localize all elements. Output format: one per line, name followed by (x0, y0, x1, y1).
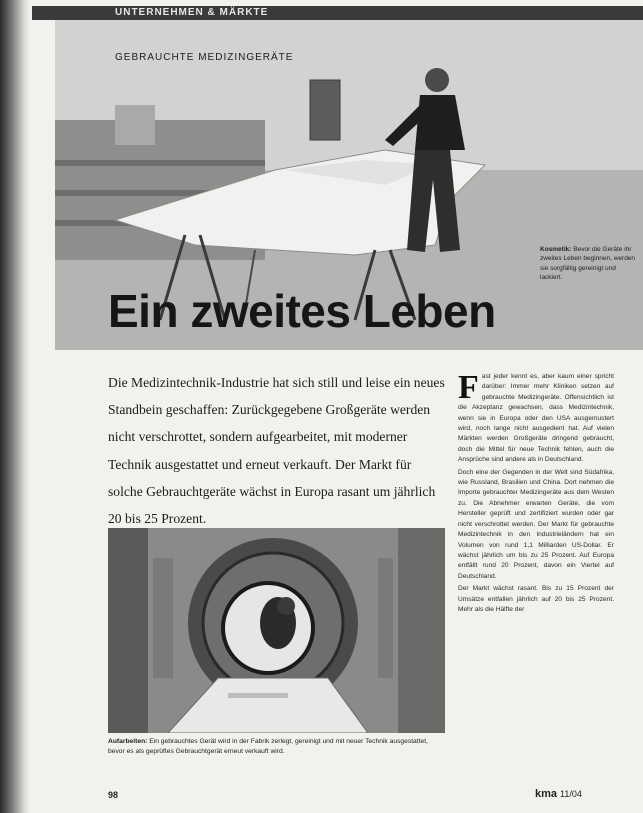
subsection-label: GEBRAUCHTE MEDIZINGERÄTE (115, 52, 294, 63)
body-paragraph: ast jeder kennt es, aber kaum einer spricht darüber: Immer mehr Kliniken setzen auf gebrauchte Medizingeräte. Offensichtlich ist die Akzeptanz gewachsen, dass Medizintechnik, wenn sie in Europa oder den USA ausgemustert wird, noch lange nicht ausgedient hat. Auf vielen Märkten werden Großgeräte dringend gebraucht, doch die Mittel für neue Technik fehlen, auch die Ansprüche sind andere als in Deutschland. (458, 373, 614, 464)
magazine-logo (535, 788, 582, 800)
drop-cap: F (458, 369, 479, 406)
page-gutter-shadow (0, 0, 30, 813)
scanner-photo (108, 528, 445, 733)
top-caption-text: Bevor die Geräte ihr zweites Leben beginnen, werden sie sorgfältig gereinigt und lackiert. (540, 246, 636, 282)
bottom-caption-lead: Aufarbeiten: (108, 738, 148, 745)
issue-number: 11/04 (560, 789, 582, 799)
bottom-caption-text: Ein gebrauchtes Gerät wird in der Fabrik zerlegt, gereinigt und mit neuer Technik ausgestattet, bevor es als geprüftes Gebrauchtgerät erneut verkauft wird. (108, 738, 428, 755)
body-paragraph: Der Markt wächst rasant. Bis zu 15 Prozent der Umsätze entfallen jährlich auf 20 bis 25 Prozent. Mehr als die Hälfte der (458, 585, 614, 613)
section-label: UNTERNEHMEN & MÄRKTE (115, 7, 269, 18)
top-caption-lead: Kosmetik: (540, 246, 572, 253)
scanner-photo-drawing (108, 528, 445, 733)
body-column (458, 369, 614, 617)
lead-paragraph: Die Medizintechnik-Industrie hat sich still und leise ein neues Standbein geschaffen: Zurückgegebene Großgeräte werden nicht verschrottet, sondern aufgearbeitet, mit moderner Technik ausgestattet und erneut verkauft. Der Markt für solche Gebrauchtgeräte wächst in Europa rasant um jährlich 20 bis 25 Prozent. (108, 375, 445, 526)
body-paragraph: Doch eine der Gegenden in der Welt sind Südafrika, wie Russland, Brasilien und China. Dort nehmen die Importe gebrauchter Medizingeräte aus dem Westen zu. Die Abnehmer erwarten Geräte, die vom Hersteller geprüft und zertifiziert wurden oder gar nicht verschrottet werden. Der Markt für gebrauchte Medizintechnik in den Industrieländern hat ein Volumen von rund 1,1 Milliarden US-Dollar. Er wächst jährlich um bis zu 25 Prozent. Auf Europa entfällt rund 20 Prozent, davon ein Viertel auf Deutschland. (458, 468, 614, 580)
page-title: Ein zweites Leben (108, 285, 496, 337)
top-photo-caption (540, 245, 636, 283)
page-number: 98 (108, 790, 119, 800)
bottom-photo-caption (108, 737, 446, 756)
magazine-name: kma (535, 788, 558, 800)
